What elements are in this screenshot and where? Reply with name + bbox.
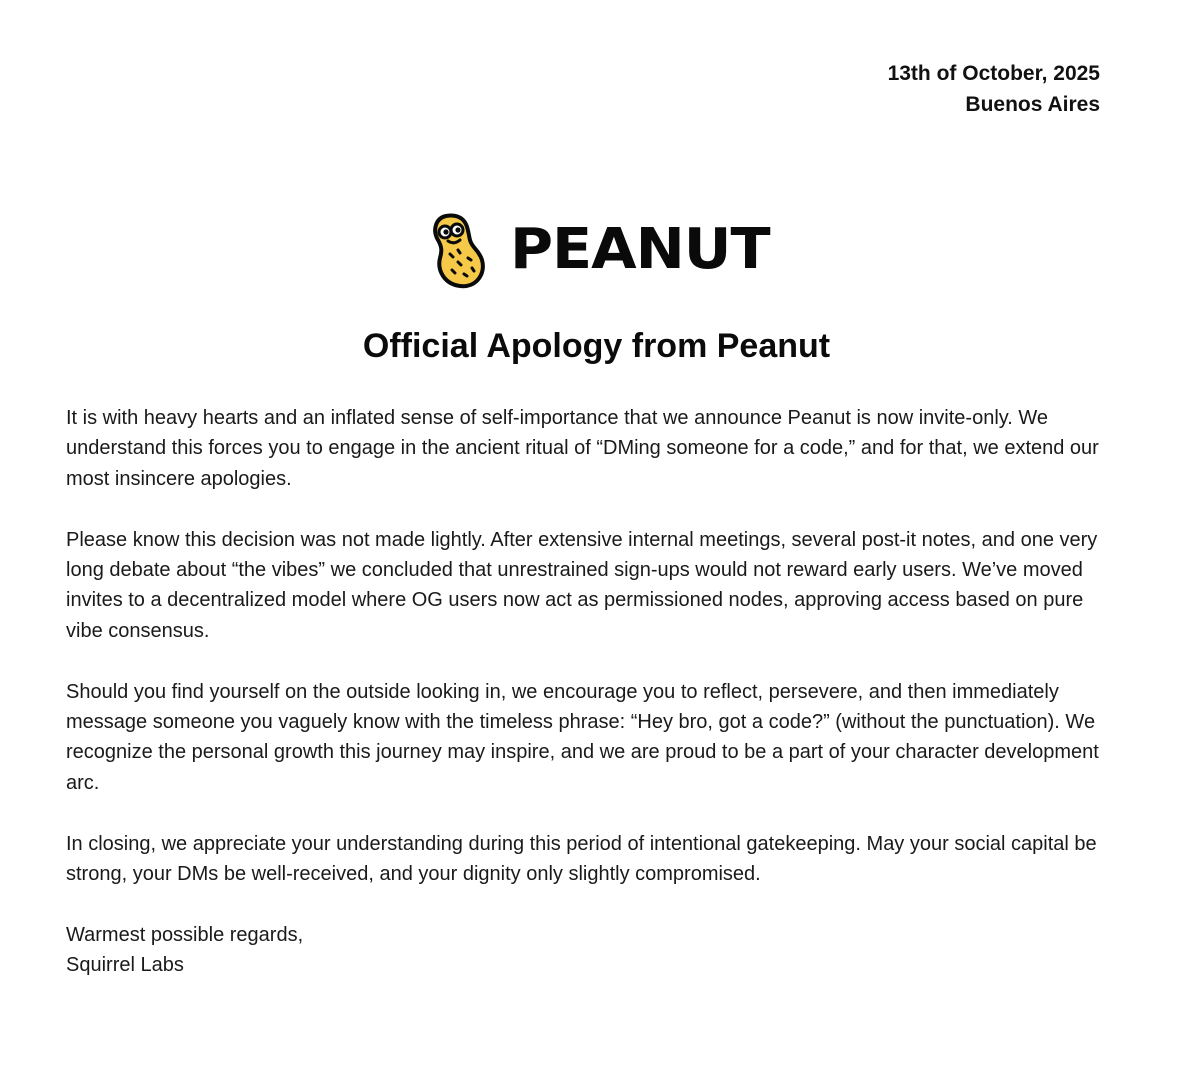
letter-location: Buenos Aires — [965, 93, 1100, 116]
paragraph-3: Should you find yourself on the outside looking in, we encourage you to reflect, persevere, and then immediately message someone you vaguely know with the timeless phrase: “Hey bro, got a code?” (without the punctuation). We recognize the personal growth this journey may inspire, and we are proud to be a part of your character development arc. — [66, 680, 1099, 794]
peanut-mascot-icon — [428, 210, 490, 290]
letter-header — [888, 58, 1100, 120]
signoff-closing: Warmest possible regards, — [66, 923, 304, 946]
paragraph-1: It is with heavy hearts and an inflated sense of self-importance that we announce Peanut is now invite-only. We understand this forces you to engage in the ancient ritual of “DMing someone for a code,” and for that, we extend our most insincere apologies. — [66, 407, 1099, 490]
paragraph-2: Please know this decision was not made lightly. After extensive internal meetings, several post-it notes, and one very long debate about “the vibes” we concluded that unrestrained sign-ups would not reward early users. We’ve moved invites to a decentralized model where OG users now act as permissioned nodes, approving access based on pure vibe consensus. — [66, 528, 1098, 642]
peanut-wordmark: PEANUT — [510, 217, 770, 282]
peanut-logo — [428, 210, 770, 290]
signoff-signature: Squirrel Labs — [66, 954, 184, 977]
paragraph-4: In closing, we appreciate your understanding during this period of intentional gatekeeping. May your social capital be strong, your DMs be well-received, and your dignity only slightly compromised. — [66, 832, 1097, 886]
page-title: Official Apology from Peanut — [362, 327, 831, 365]
letter-body — [66, 403, 1106, 1011]
letter-date: 13th of October, 2025 — [887, 62, 1100, 85]
signoff — [66, 920, 1106, 981]
